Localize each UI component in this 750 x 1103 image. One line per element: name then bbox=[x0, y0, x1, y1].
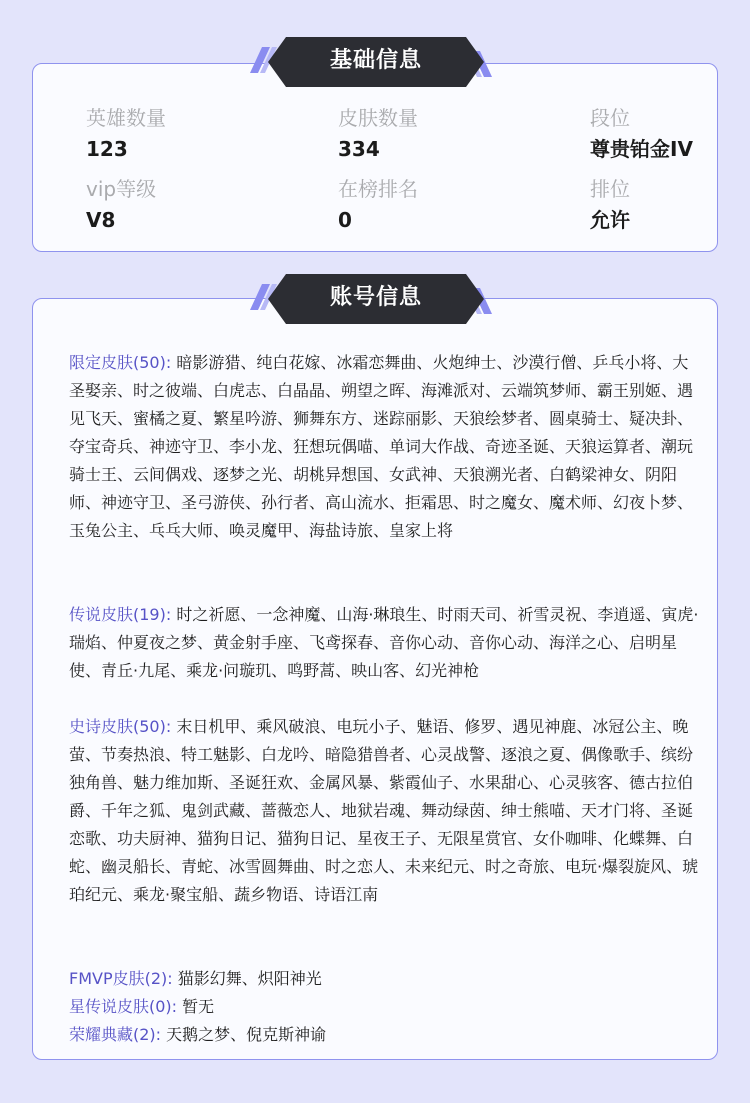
group-title: 史诗皮肤(50): bbox=[69, 717, 172, 736]
stat-label: vip等级 bbox=[86, 177, 157, 201]
star-legend-skins-group bbox=[69, 993, 699, 1021]
leaderboard-rank-stat bbox=[338, 177, 418, 232]
stat-value: 尊贵铂金IV bbox=[590, 137, 693, 161]
skin-count-stat bbox=[338, 106, 418, 161]
hero-count-stat bbox=[86, 106, 166, 161]
stat-label: 英雄数量 bbox=[86, 106, 166, 130]
account-info-banner bbox=[248, 274, 504, 324]
stat-value: V8 bbox=[86, 208, 116, 232]
limited-skins-group bbox=[69, 349, 699, 545]
glory-collection-group bbox=[69, 1021, 699, 1049]
group-title: 限定皮肤(50): bbox=[69, 353, 172, 372]
legend-skins-group bbox=[69, 601, 699, 685]
stat-value: 0 bbox=[338, 208, 352, 232]
group-items: 时之祈愿、一念神魔、山海·琳琅生、时雨天司、祈雪灵祝、李逍遥、寅虎·瑞焰、仲夏夜之梦、黄金射手座、飞鸢探春、音你心动、音你心动、海洋之心、启明星使、青丘·九尾、乘龙·问璇玑、鸣野蒿、映山客、幻光神枪 bbox=[69, 605, 699, 680]
stat-value: 允许 bbox=[590, 208, 630, 232]
stat-label: 段位 bbox=[590, 106, 630, 130]
ranked-allowed-stat bbox=[590, 177, 630, 232]
stat-value: 334 bbox=[338, 137, 380, 161]
basic-info-banner bbox=[248, 37, 504, 87]
group-items: 猫影幻舞、炽阳神光 bbox=[177, 969, 322, 988]
stat-label: 在榜排名 bbox=[338, 177, 418, 201]
group-items: 天鹅之梦、倪克斯神谕 bbox=[166, 1025, 327, 1044]
basic-info-title: 基础信息 bbox=[329, 48, 422, 73]
group-items: 末日机甲、乘风破浪、电玩小子、魅语、修罗、遇见神鹿、冰冠公主、晚萤、节奏热浪、特工魅影、白龙吟、暗隐猎兽者、心灵战警、逐浪之夏、偶像歌手、缤纷独角兽、魅力维加斯、圣诞狂欢、金属风暴、紫霞仙子、水果甜心、心灵骇客、德古拉伯爵、千年之狐、鬼剑武藏、蔷薇恋人、地狱岩魂、舞动绿茵、绅士熊喵、天才门将、圣诞恋歌、功夫厨神、猫狗日记、猫狗日记、星夜王子、无限星赏官、女仆咖啡、化蝶舞、白蛇、幽灵船长、青蛇、冰雪圆舞曲、时之恋人、未来纪元、时之奇旅、电玩·爆裂旋风、琥珀纪元、乘龙·聚宝船、蔬乡物语、诗语江南 bbox=[69, 717, 699, 904]
rank-tier-stat bbox=[590, 106, 693, 161]
group-items: 暂无 bbox=[182, 997, 215, 1016]
fmvp-skins-group bbox=[69, 965, 699, 993]
vip-level-stat bbox=[86, 177, 156, 232]
group-title: 星传说皮肤(0): bbox=[69, 997, 178, 1016]
epic-skins-group bbox=[69, 713, 699, 909]
stat-value: 123 bbox=[86, 137, 128, 161]
stat-label: 排位 bbox=[590, 177, 630, 201]
account-info-title: 账号信息 bbox=[329, 285, 422, 310]
group-items: 暗影游猎、纯白花嫁、冰霜恋舞曲、火炮绅士、沙漠行僧、乒乓小将、大圣娶亲、时之彼端、白虎志、白晶晶、朔望之晖、海滩派对、云端筑梦师、霸王别姬、遇见飞天、蜜橘之夏、繁星吟游、狮舞东方、迷踪丽影、天狼绘梦者、圆桌骑士、疑决卦、夺宝奇兵、神迹守卫、李小龙、狂想玩偶喵、单词大作战、奇迹圣诞、天狼运算者、潮玩骑士王、云间偶戏、逐梦之光、胡桃异想国、女武神、天狼溯光者、白鹤梁神女、阴阳师、神迹守卫、圣弓游侠、孙行者、高山流水、拒霜思、时之魔女、魔术师、幻夜卜梦、玉兔公主、乓乓大师、唤灵魔甲、海盐诗旅、皇家上将 bbox=[69, 353, 694, 540]
group-title: 荣耀典藏(2): bbox=[69, 1025, 162, 1044]
group-title: 传说皮肤(19): bbox=[69, 605, 172, 624]
stat-label: 皮肤数量 bbox=[338, 106, 418, 130]
account-info-card bbox=[32, 298, 718, 1060]
group-title: FMVP皮肤(2): bbox=[69, 969, 173, 988]
basic-info-card bbox=[32, 63, 718, 252]
